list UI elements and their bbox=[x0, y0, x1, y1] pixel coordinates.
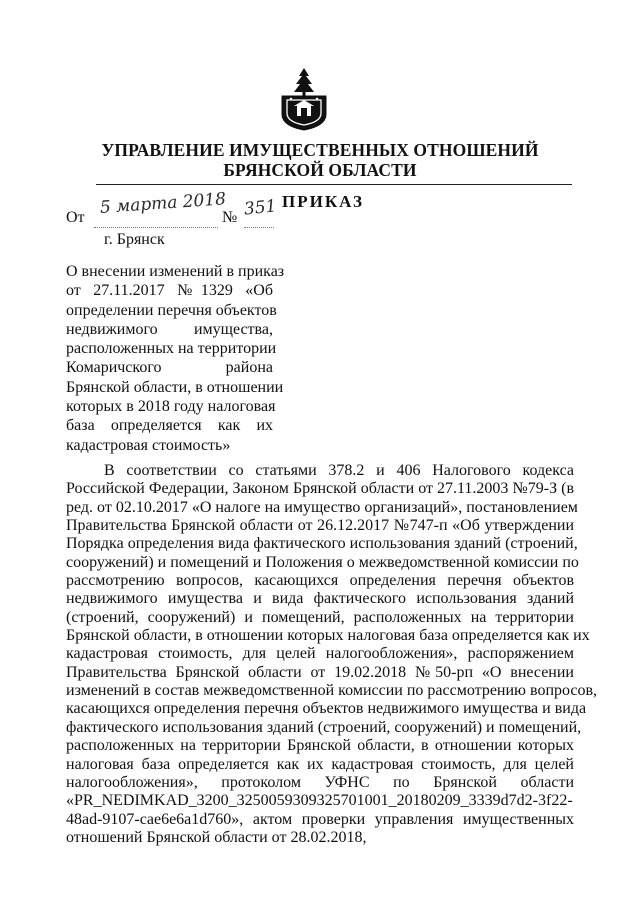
header-divider bbox=[96, 184, 572, 185]
body-line: 48ad-9107-cae6e6a1d760», актом проверки управления имущественных bbox=[66, 810, 574, 828]
subject-line: недвижимого имущества, bbox=[66, 320, 273, 338]
body-line: Порядка определения вида фактического использования зданий (строений, bbox=[66, 535, 578, 553]
number-underline bbox=[244, 227, 274, 228]
body-line: ред. от 02.10.2017 «О налоге на имущество организаций», постановлением bbox=[66, 498, 578, 516]
body-line: фактического использования зданий (строений, сооружений) и помещений, bbox=[66, 718, 582, 736]
date-label: От bbox=[66, 209, 85, 226]
subject-line: О внесении изменений в приказ bbox=[66, 263, 285, 280]
organization-name-line1: УПРАВЛЕНИЕ ИМУЩЕСТВЕННЫХ ОТНОШЕНИЙ bbox=[101, 140, 539, 160]
date-underline bbox=[94, 227, 218, 228]
subject-line: Комаричского района bbox=[66, 359, 273, 377]
number-label: № bbox=[222, 209, 238, 226]
body-line: рассмотрению вопросов, касающихся определения перечня объектов bbox=[66, 572, 574, 590]
body-line: (строений, сооружений) и помещений, расположенных на территории bbox=[66, 608, 574, 626]
subject-line: от 27.11.2017 №1329 «Об bbox=[66, 282, 273, 300]
body-line: отношений Брянской области от 28.02.2018, bbox=[66, 828, 367, 846]
body-line: Брянской области, в отношении которых налоговая база определяется как их bbox=[66, 627, 590, 645]
organization-name-line2: БРЯНСКОЙ ОБЛАСТИ bbox=[223, 160, 417, 180]
body-line: Правительства Брянской области от 26.12.2017 №747-п «Об утверждении bbox=[66, 517, 574, 535]
coat-of-arms-icon bbox=[276, 66, 332, 132]
subject-line: определении перечня объектов bbox=[66, 301, 277, 319]
body-line: налогообложения», протоколом УФНС по Брянской области bbox=[66, 773, 574, 791]
body-line: сооружений) и помещений и Положения о межведомственной комиссии по bbox=[66, 553, 579, 571]
subject-line: которых в 2018 году налоговая bbox=[66, 398, 276, 416]
order-subject bbox=[66, 262, 285, 455]
body-line: Российской Федерации, Законом Брянской области от 27.11.2003 №79-З (в bbox=[66, 480, 574, 498]
body-line: изменений в состав межведомственной комиссии по рассмотрению вопросов, bbox=[66, 682, 598, 700]
body-line: недвижимого имущества и вида фактического использования зданий bbox=[66, 590, 574, 608]
body-line: расположенных на территории Брянской области, в отношении которых bbox=[66, 737, 574, 755]
body-line: «PR_NEDIMKAD_3200_3250059309325701001_20180209_3339d7d2-3f22- bbox=[66, 792, 573, 810]
handwritten-date: 5 марта 2018 bbox=[99, 189, 227, 218]
order-body-text bbox=[66, 462, 598, 847]
document-title: ПРИКАЗ bbox=[282, 192, 364, 211]
subject-line: расположенных на территории bbox=[66, 340, 277, 358]
body-line: налоговая база определяется как их кадастровая стоимость, для целей bbox=[66, 755, 574, 773]
city-name: г. Брянск bbox=[104, 231, 165, 248]
body-line: касающихся определения перечня объектов недвижимого имущества и вида bbox=[66, 700, 587, 718]
handwritten-number: 351 bbox=[243, 196, 278, 220]
body-line: Правительства Брянской области от 19.02.2018 №50-рп «О внесении bbox=[66, 663, 574, 681]
body-line: кадастровая стоимость, для целей налогообложения», распоряжением bbox=[66, 645, 574, 663]
body-line: В соответствии со статьями 378.2 и 406 Налогового кодекса bbox=[104, 462, 574, 479]
subject-line: база определяется как их bbox=[66, 417, 273, 435]
subject-line: кадастровая стоимость» bbox=[66, 436, 231, 454]
subject-line: Брянской области, в отношении bbox=[66, 378, 284, 396]
